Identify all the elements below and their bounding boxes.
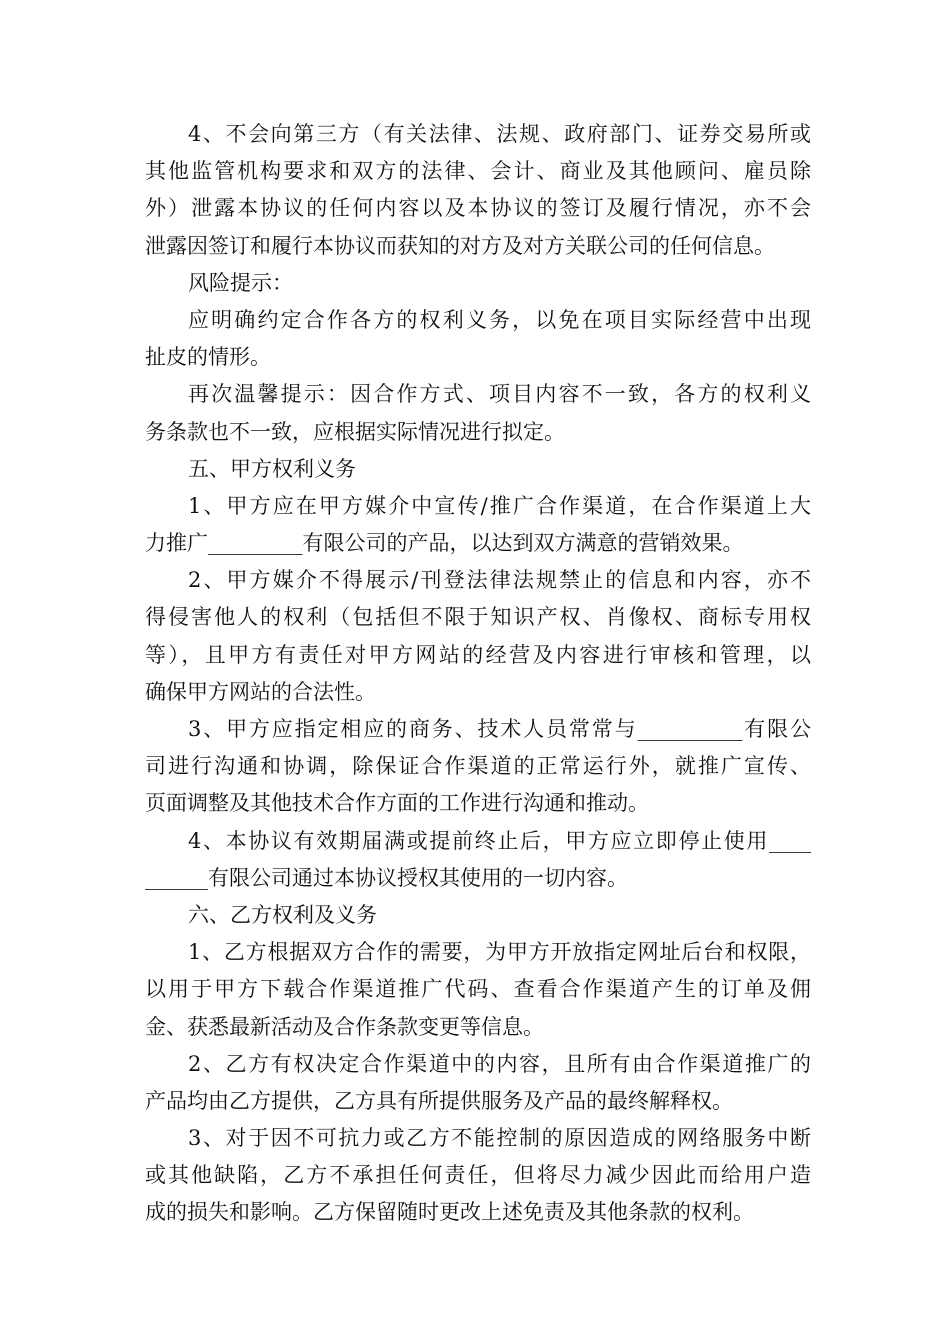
- paragraph-line: 司进行沟通和协调，除保证合作渠道的正常运行外，就推广宣传、: [145, 754, 811, 779]
- paragraph-line: 务条款也不一致，应根据实际情况进行拟定。: [145, 419, 565, 444]
- section-heading: 六、乙方权利及义务: [188, 902, 377, 927]
- paragraph-line: 产品均由乙方提供，乙方具有所提供服务及产品的最终解释权。: [145, 1088, 733, 1113]
- paragraph-line: ______有限公司通过本协议授权其使用的一切内容。: [145, 865, 628, 890]
- paragraph-line: 4、本协议有效期届满或提前终止后，甲方应立即停止使用____: [188, 828, 811, 853]
- paragraph-line: 成的损失和影响。乙方保留随时更改上述免责及其他条款的权利。: [145, 1200, 754, 1225]
- paragraph-line: 金、获悉最新活动及合作条款变更等信息。: [145, 1014, 544, 1039]
- paragraph-line: 2、乙方有权决定合作渠道中的内容，且所有由合作渠道推广的: [188, 1051, 811, 1076]
- paragraph-line: 以用于甲方下载合作渠道推广代码、查看合作渠道产生的订单及佣: [145, 977, 811, 1002]
- paragraph-line: 再次温馨提示：因合作方式、项目内容不一致，各方的权利义: [188, 382, 811, 407]
- paragraph-line: 或其他缺陷，乙方不承担任何责任，但将尽力减少因此而给用户造: [145, 1163, 811, 1188]
- paragraph-line: 3、甲方应指定相应的商务、技术人员常常与__________有限公: [188, 717, 811, 741]
- section-heading: 风险提示：: [188, 270, 293, 295]
- paragraph-line: 应明确约定合作各方的权利义务，以免在项目实际经营中出现: [188, 307, 811, 332]
- paragraph-line: 扯皮的情形。: [145, 345, 271, 370]
- paragraph-line: 泄露因签订和履行本协议而获知的对方及对方关联公司的任何信息。: [145, 233, 775, 258]
- paragraph-line: 1、乙方根据双方合作的需要，为甲方开放指定网址后台和权限，: [188, 940, 811, 965]
- paragraph-line: 4、不会向第三方（有关法律、法规、政府部门、证券交易所或: [188, 122, 811, 146]
- paragraph-line: 其他监管机构要求和双方的法律、会计、商业及其他顾问、雇员除: [145, 159, 811, 184]
- paragraph-line: 1、甲方应在甲方媒介中宣传/推广合作渠道，在合作渠道上大: [188, 493, 811, 518]
- paragraph-line: 2、甲方媒介不得展示/刊登法律法规禁止的信息和内容，亦不: [188, 568, 811, 593]
- paragraph-line: 页面调整及其他技术合作方面的工作进行沟通和推动。: [145, 791, 649, 816]
- paragraph-line: 3、对于因不可抗力或乙方不能控制的原因造成的网络服务中断: [188, 1126, 811, 1151]
- document-body: [145, 116, 811, 1232]
- paragraph-line: 等），且甲方有责任对甲方网站的经营及内容进行审核和管理，以: [145, 642, 811, 667]
- paragraph-line: 得侵害他人的权利（包括但不限于知识产权、肖像权、商标专用权: [145, 605, 811, 630]
- section-heading: 五、甲方权利义务: [188, 456, 356, 481]
- paragraph-line: 确保甲方网站的合法性。: [145, 679, 376, 704]
- paragraph-line: 外）泄露本协议的任何内容以及本协议的签订及履行情况，亦不会: [145, 196, 811, 221]
- paragraph-line: 力推广_________有限公司的产品，以达到双方满意的营销效果。: [145, 531, 744, 556]
